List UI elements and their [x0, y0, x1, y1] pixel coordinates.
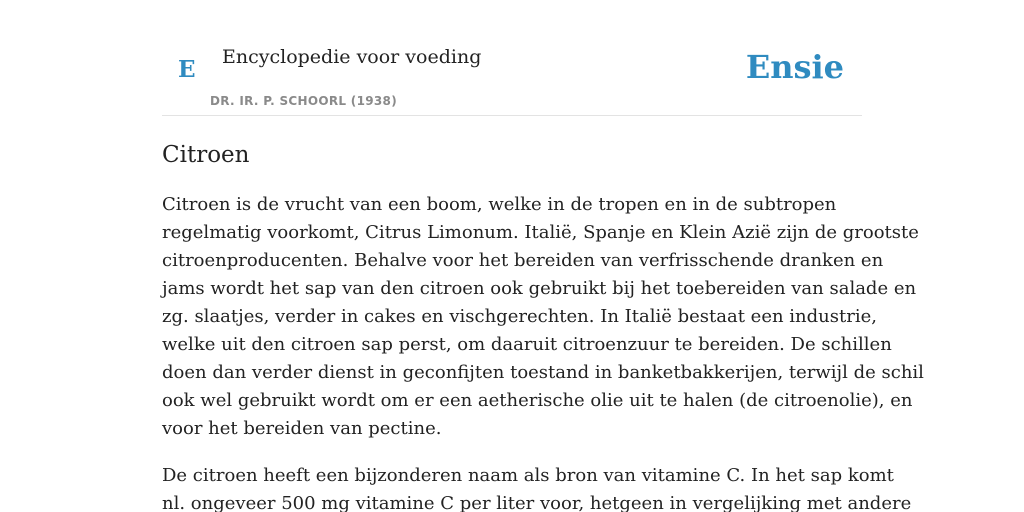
- paragraph-line: zg. slaatjes, verder in cakes en vischgerechten. In Italië bestaat een industrie,: [162, 306, 877, 327]
- paragraph-line: welke uit den citroen sap perst, om daaruit citroenzuur te bereiden. De schillen: [162, 334, 892, 355]
- paragraph-line: jams wordt het sap van den citroen ook gebruikt bij het toebereiden van salade en: [162, 278, 917, 299]
- book-logo-icon[interactable]: E: [178, 56, 196, 83]
- paragraph-line: ook wel gebruikt wordt om er een aetherische olie uit te halen (de citroenolie), en: [162, 390, 913, 411]
- site-header: [162, 30, 862, 116]
- paragraph-line: De citroen heeft een bijzonderen naam als bron van vitamine C. In het sap komt: [162, 465, 894, 486]
- paragraph-line: nl. ongeveer 500 mg vitamine C per liter voor, hetgeen in vergelijking met andere: [162, 493, 912, 512]
- book-author: DR. IR. P. SCHOORL (1938): [210, 94, 397, 108]
- paragraph-line: regelmatig voorkomt, Citrus Limonum. Italië, Spanje en Klein Azië zijn de grootste: [162, 222, 919, 243]
- paragraph-line: voor het bereiden van pectine.: [162, 418, 442, 439]
- article: [162, 135, 924, 512]
- paragraph-line: citroenproducenten. Behalve voor het bereiden van verfrisschende dranken en: [162, 250, 884, 271]
- ensie-logo-link[interactable]: Ensie: [745, 48, 844, 86]
- article-paragraph-1: [162, 191, 924, 443]
- article-paragraph-2: [162, 462, 912, 512]
- book-title[interactable]: Encyclopedie voor voeding: [222, 46, 482, 68]
- paragraph-line: doen dan verder dienst in geconfijten toestand in banketbakkerijen, terwijl de schil: [162, 362, 924, 383]
- paragraph-line: Citroen is de vrucht van een boom, welke in de tropen en in de subtropen: [162, 194, 837, 215]
- article-title: Citroen: [162, 142, 250, 168]
